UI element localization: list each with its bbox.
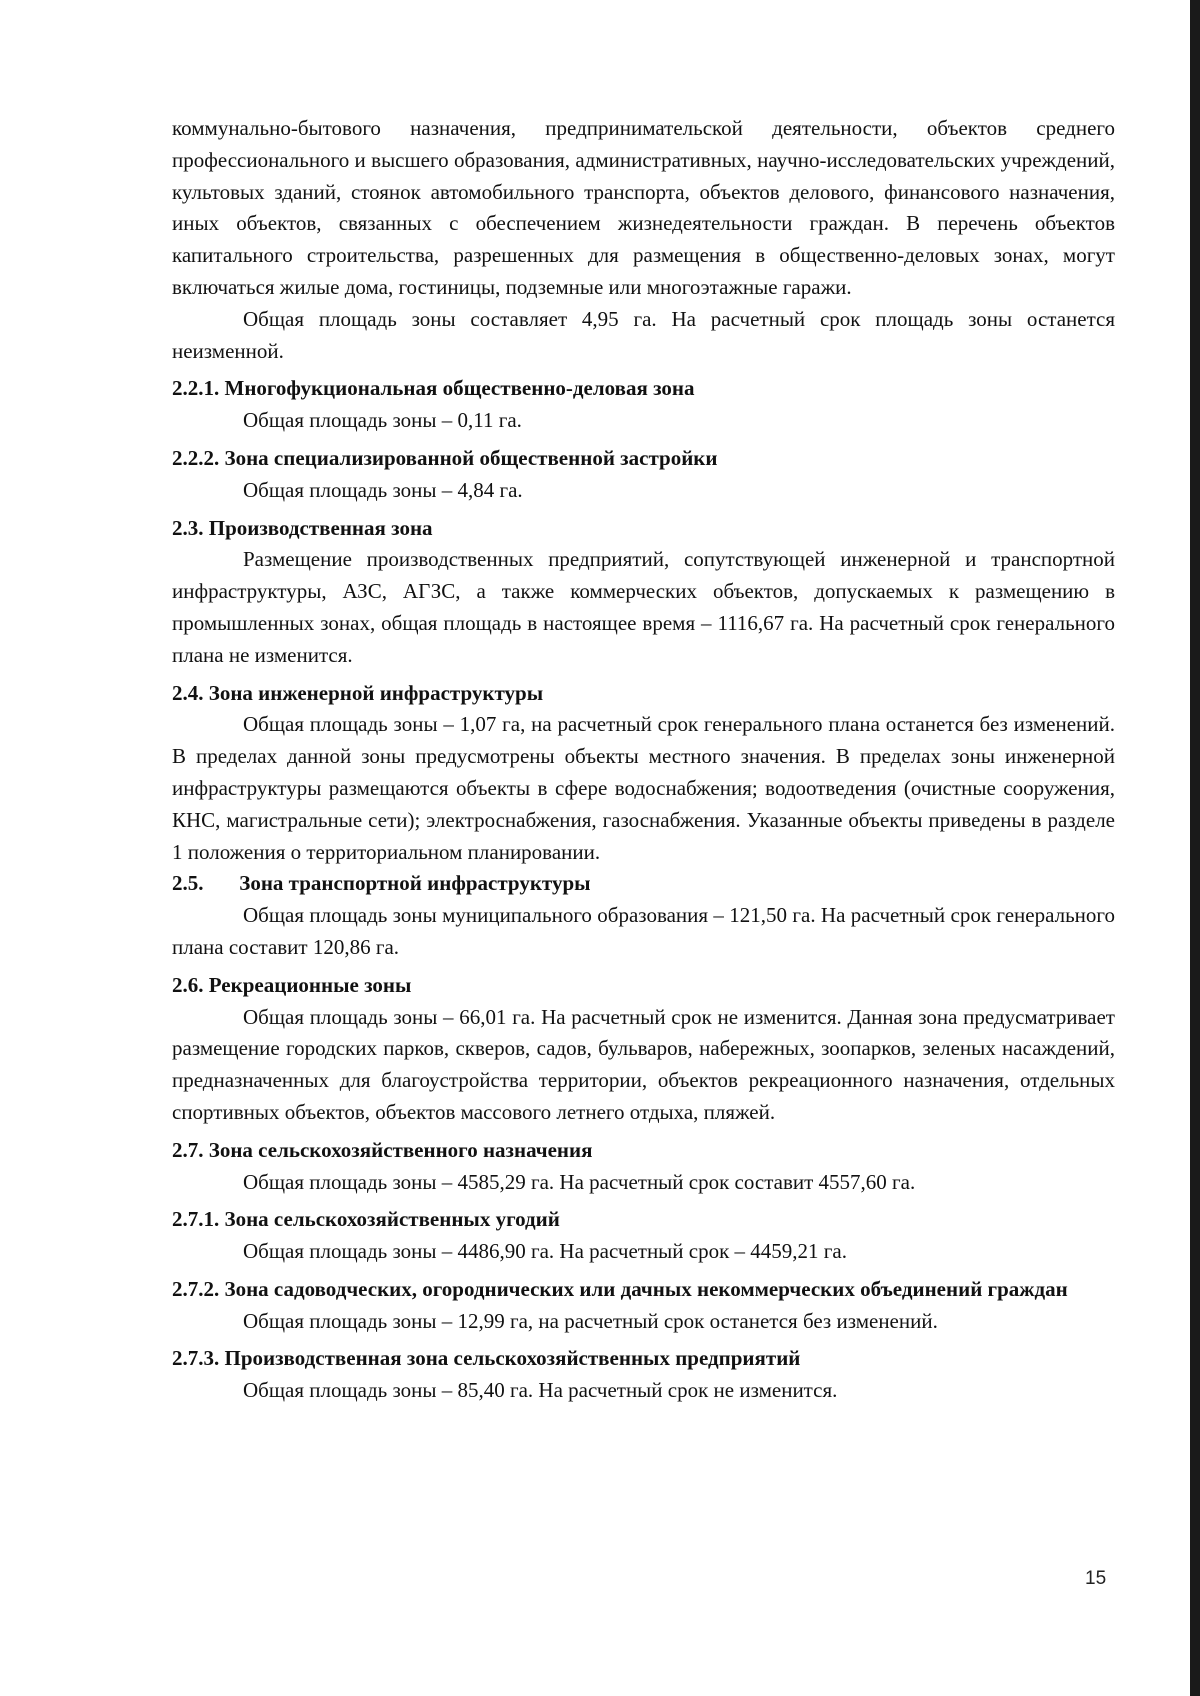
section-heading-2-7-3: [172, 1343, 1115, 1375]
section-text-2-4: Общая площадь зоны – 1,07 га, на расчетный срок генерального плана останется без изменений. В пределах данной зоны предусмотрены объекты местного значения. В пределах зоны инженерной инфраструктуры размещаются объекты в сфере водоснабжения; водоотведения (очистные сооружения, КНС, магистральные сети); электроснабжения, газоснабжения. Указанные объекты приведены в разделе 1 положения о территориальном планировании.: [172, 712, 1115, 864]
section-title: Рекреационные зоны: [208, 972, 412, 997]
section-text-2-7-3: Общая площадь зоны – 85,40 га. На расчетный срок не изменится.: [243, 1378, 838, 1403]
section-number: 2.3.: [172, 515, 204, 540]
section-title: Зона сельскохозяйственного назначения: [208, 1137, 593, 1162]
section-text-2-3: Размещение производственных предприятий, сопутствующей инженерной и транспортной инфраструктуры, АЗС, АГЗС, а также коммерческих объектов, допускаемых к размещению в промышленных зонах, общая площадь в настоящее время – 1116,67 га. На расчетный срок генерального плана не изменится.: [172, 547, 1115, 667]
section-title: Зона садоводческих, огороднических или дачных некоммерческих объединений граждан: [224, 1276, 1068, 1301]
section-number: 2.7.1.: [172, 1207, 220, 1232]
section-title: Зона сельскохозяйственных угодий: [224, 1207, 560, 1232]
section-title: Зона транспортной инфраструктуры: [239, 871, 591, 896]
section-heading-2-7: [172, 1135, 1115, 1167]
section-title: Зона специализированной общественной застройки: [224, 445, 718, 470]
section-text-2-7: Общая площадь зоны – 4585,29 га. На расчетный срок составит 4557,60 га.: [243, 1169, 916, 1194]
page-right-edge: [1190, 0, 1200, 1696]
section-title: Производственная зона: [208, 515, 433, 540]
section-title: Производственная зона сельскохозяйственных предприятий: [224, 1346, 801, 1371]
section-heading-2-6: [172, 970, 1115, 1002]
section-number: 2.6.: [172, 972, 204, 997]
section-number: 2.7.2.: [172, 1276, 220, 1301]
document-page: [172, 113, 1115, 1407]
section-text-2-2-2: Общая площадь зоны – 4,84 га.: [243, 477, 523, 502]
section-text-2-7-1: Общая площадь зоны – 4486,90 га. На расчетный срок – 4459,21 га.: [243, 1239, 847, 1264]
section-number: 2.2.2.: [172, 445, 220, 470]
section-text-2-7-2: Общая площадь зоны – 12,99 га, на расчетный срок останется без изменений.: [243, 1308, 938, 1333]
section-heading-2-2-1: [172, 373, 1115, 405]
section-heading-2-3: [172, 513, 1115, 545]
section-heading-2-5: [172, 868, 1115, 900]
section-number: 2.4.: [172, 680, 204, 705]
section-text-2-2-1: Общая площадь зоны – 0,11 га.: [243, 408, 522, 433]
section-number: 2.7.3.: [172, 1346, 220, 1371]
intro-area-paragraph: Общая площадь зоны составляет 4,95 га. На расчетный срок площадь зоны останется неизменной.: [172, 306, 1115, 363]
section-number: 2.2.1.: [172, 376, 220, 401]
section-text-2-6: Общая площадь зоны – 66,01 га. На расчетный срок не изменится. Данная зона предусматривает размещение городских парков, скверов, садов, бульваров, набережных, зоопарков, зеленых насаждений, предназначенных для благоустройства территории, объектов рекреационного назначения, отдельных спортивных объектов, объектов массового летнего отдыха, пляжей.: [172, 1004, 1115, 1124]
section-number: 2.7.: [172, 1137, 204, 1162]
section-heading-2-4: [172, 678, 1115, 710]
section-title: Многофукциональная общественно-деловая зона: [224, 376, 695, 401]
intro-paragraph: коммунально-бытового назначения, предпринимательской деятельности, объектов среднего профессионального и высшего образования, административных, научно-исследовательских учреждений, культовых зданий, стоянок автомобильного транспорта, объектов делового, финансового назначения, иных объектов, связанных с обеспечением жизнедеятельности граждан. В перечень объектов капитального строительства, разрешенных для размещения в общественно-деловых зонах, могут включаться жилые дома, гостиницы, подземные или многоэтажные гаражи.: [172, 116, 1115, 299]
section-heading-2-7-2: [172, 1274, 1115, 1306]
section-number: 2.5.: [172, 871, 204, 896]
section-heading-2-7-1: [172, 1204, 1115, 1236]
section-heading-2-2-2: [172, 443, 1115, 475]
page-number: 15: [1085, 1568, 1107, 1589]
section-text-2-5: Общая площадь зоны муниципального образования – 121,50 га. На расчетный срок генерального плана составит 120,86 га.: [172, 903, 1115, 959]
section-title: Зона инженерной инфраструктуры: [208, 680, 544, 705]
